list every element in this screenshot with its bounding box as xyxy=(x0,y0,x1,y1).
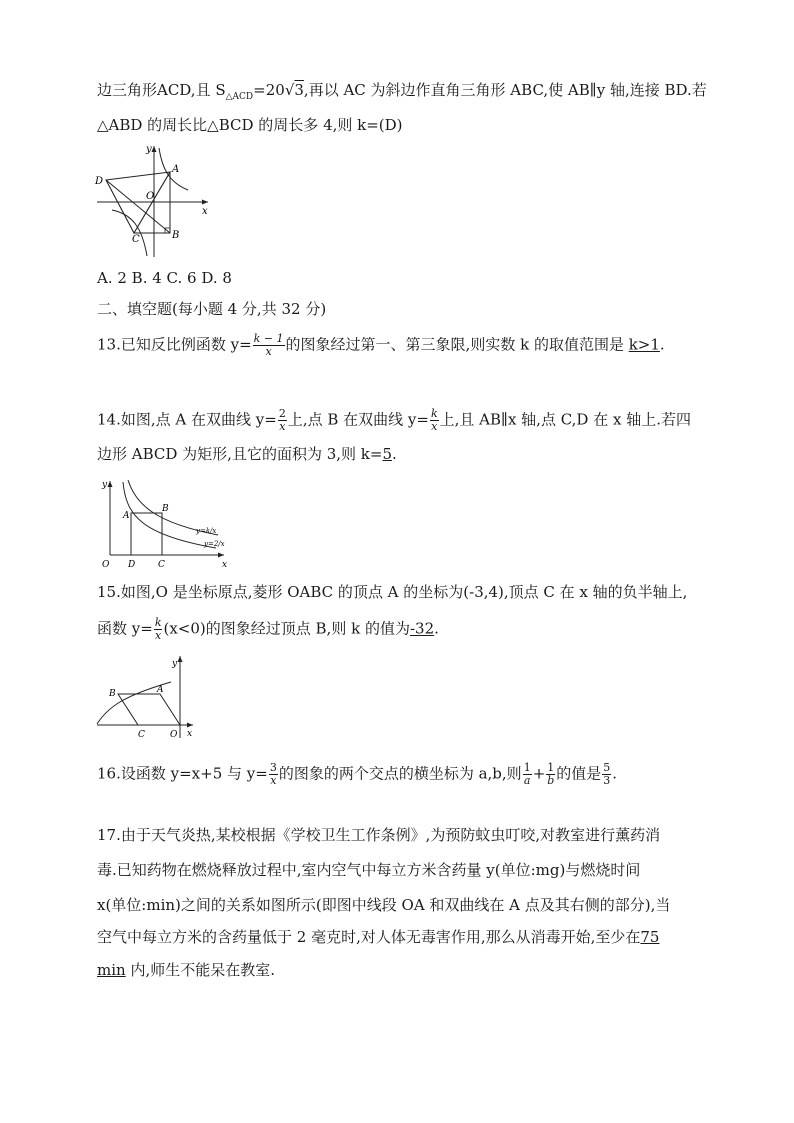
q13: 13.已知反比例函数 y= $\frac{k - 1}{x}$ 的图象经过第一、第三象限,则实数 k 的取值范围是 k>1. xyxy=(97,332,665,358)
q14-label-x: x xyxy=(222,560,228,570)
q12-sub: △ACD xyxy=(225,92,254,102)
q14-label-D: D xyxy=(128,560,136,570)
q12-label-x: x xyxy=(202,206,208,217)
q12-text-c: ,再以 AC 为斜边作直角三角形 ABC,使 AB∥y 轴,连接 BD.若 xyxy=(303,81,707,99)
q13-answer: k>1 xyxy=(628,335,660,354)
q17-line2: 毒.已知药物在燃烧释放过程中,室内空气中每立方米含药量 y(单位:mg)与燃烧时间 xyxy=(97,861,641,879)
q14-fraction-2: $\frac{k}{x}$ xyxy=(430,407,438,433)
q16-fraction-a: $\frac{1}{a}$ xyxy=(523,761,531,787)
q15-label-B: B xyxy=(109,689,116,699)
q14-answer: 5 xyxy=(382,445,392,463)
q13-fraction: $\frac{k - 1}{x}$ xyxy=(253,332,284,358)
q15-label-A: A xyxy=(157,685,164,695)
q12-label-D: D xyxy=(95,176,104,187)
q15-label-O: O xyxy=(170,730,178,740)
q12-label-y: y xyxy=(146,144,152,155)
q17-line3: x(单位:min)之间的关系如图所示(即图中线段 OA 和双曲线在 A 点及其右侧的部分),当 xyxy=(97,896,671,914)
q16-answer: $\frac{5}{3}$ xyxy=(603,761,611,787)
q14-line1: 14.如图,点 A 在双曲线 y= $\frac{2}{x}$ 上,点 B 在双曲线 y= $\frac{k}{x}$ 上,且 AB∥x 轴,点 C,D 在 x 轴上.若四 xyxy=(97,407,691,433)
sqrt-sign: √3 xyxy=(284,81,304,99)
q14-label-B: B xyxy=(162,504,169,514)
q12-label-B: B xyxy=(172,230,180,241)
q12-line1 xyxy=(97,80,707,107)
q14-label-O: O xyxy=(102,560,110,570)
q16: 16.设函数 y=x+5 与 y= $\frac{3}{x}$ 的图象的两个交点的横坐标为 a,b,则 $\frac{1}{a}$ + $\frac{1}{b}$ 的值是 $\frac{5}{3}$ . xyxy=(97,761,618,787)
q12-options: A. 2 B. 4 C. 6 D. 8 xyxy=(97,269,232,287)
q16-fraction-b: $\frac{1}{b}$ xyxy=(547,761,555,787)
q14-label-C: C xyxy=(158,560,165,570)
q15-label-x: x xyxy=(187,729,193,739)
q12-label-A: A xyxy=(172,164,180,175)
q12-line2: △ABD 的周长比△BCD 的周长多 4,则 k=(D) xyxy=(97,116,403,134)
q17-line1: 17.由于天气炎热,某校根据《学校卫生工作条例》,为预防蚊虫叮咬,对教室进行薰药消 xyxy=(97,826,661,844)
q17-line4: 空气中每立方米的含药量低于 2 毫克时,对人体无毒害作用,那么从消毒开始,至少在75 xyxy=(97,928,660,946)
q14-curve-label-2: y=2/x xyxy=(204,540,225,548)
q12-text-a: 边三角形ACD,且 S xyxy=(97,81,226,99)
q15-figure xyxy=(93,652,198,742)
q17-answer: 75 xyxy=(640,928,660,946)
q15-line1: 15.如图,O 是坐标原点,菱形 OABC 的顶点 A 的坐标为(-3,4),顶点 C 在 x 轴的负半轴上, xyxy=(97,583,688,601)
q14-line2: 边形 ABCD 为矩形,且它的面积为 3,则 k=5. xyxy=(97,445,397,463)
q14-fraction-1: $\frac{2}{x}$ xyxy=(278,407,286,433)
q12-text-b: =20 xyxy=(253,81,285,99)
q15-answer: -32 xyxy=(409,619,435,638)
section-heading: 二、填空题(每小题 4 分,共 32 分) xyxy=(97,300,327,318)
q12-figure xyxy=(92,142,212,260)
q14-curve-label-k: y=k/x xyxy=(196,527,217,535)
q15-label-C: C xyxy=(138,730,145,740)
q15-label-y: y xyxy=(172,659,178,669)
q15-line2: 函数 y= $\frac{k}{x}$ (x<0)的图象经过顶点 B,则 k 的值为-32. xyxy=(97,616,439,642)
q14-figure xyxy=(96,475,231,570)
q16-fraction-1: $\frac{3}{x}$ xyxy=(269,761,277,787)
q12-label-O: O xyxy=(146,191,155,202)
q14-label-y: y xyxy=(102,480,108,490)
q15-fraction: $\frac{k}{x}$ xyxy=(154,616,162,642)
q17-line5: min 内,师生不能呆在教室. xyxy=(97,961,275,979)
q12-label-C: C xyxy=(132,234,140,245)
q14-label-A: A xyxy=(123,511,130,521)
